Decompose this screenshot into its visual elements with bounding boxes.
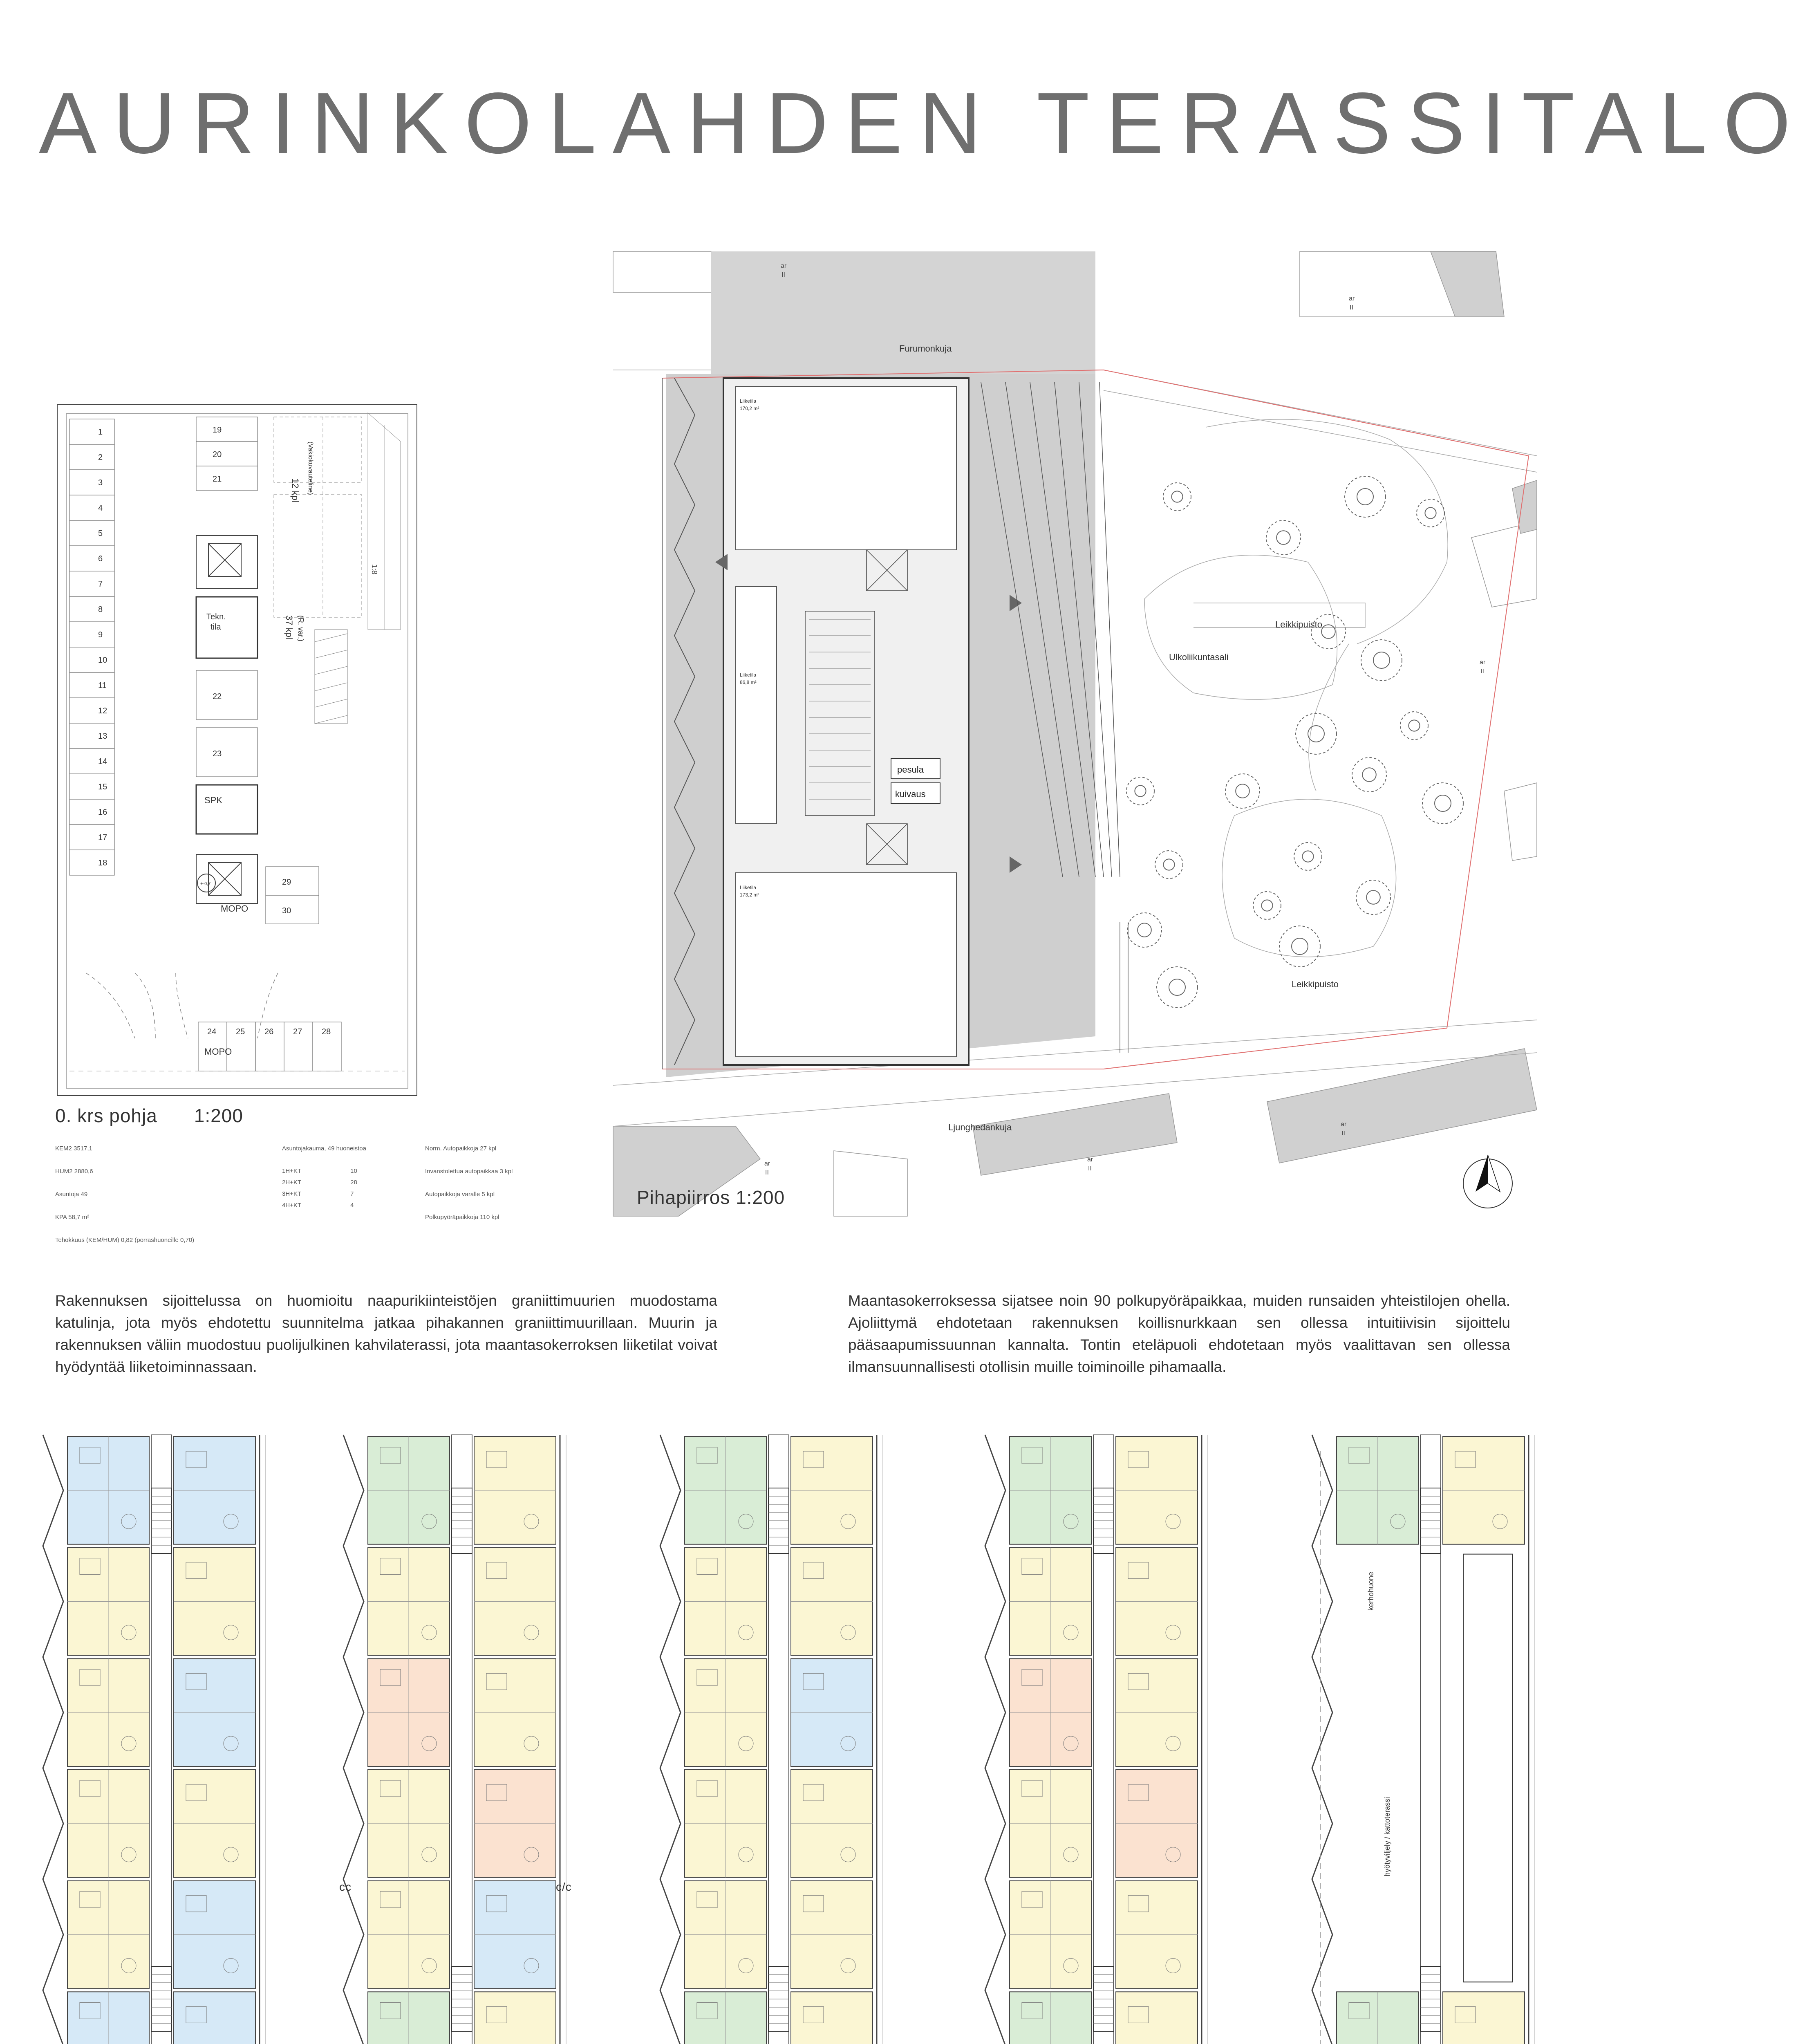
tila-label: tila: [210, 623, 221, 632]
tree-icon: [1356, 880, 1391, 914]
parking-spot: [266, 895, 319, 924]
tree-trunk: [1292, 938, 1308, 955]
leikkipuisto-2-label: Leikkipuisto: [1292, 979, 1339, 989]
ii-label-4: II: [1341, 1130, 1345, 1137]
parking-spot-number: 4: [98, 504, 103, 513]
parking-spot-number: 23: [213, 749, 222, 758]
bike-count-1: 12 kpl: [290, 478, 300, 502]
spk-label: SPK: [204, 795, 223, 805]
tree-trunk: [1435, 795, 1451, 811]
bike-type-2: (R. var.): [297, 615, 305, 642]
parking-spot-number: 12: [98, 706, 107, 715]
street-north-label: Furumonkuja: [899, 343, 952, 354]
parking-spot-number: 9: [98, 630, 103, 639]
parking-spot-number: 3: [98, 478, 103, 487]
stat-type-4: 4H+KT: [282, 1202, 302, 1209]
parking-spot-number: 25: [236, 1027, 245, 1036]
parking-spot-number: 20: [213, 450, 222, 459]
parking-spot-number: 16: [98, 808, 107, 817]
tree-trunk: [1408, 720, 1420, 731]
stat-kpa: KPA 58,7 m²: [55, 1214, 90, 1221]
tree-icon: [1400, 712, 1428, 740]
stat-count-1: 10: [350, 1168, 357, 1174]
stat-count-3: 7: [350, 1190, 354, 1197]
tree-icon: [1253, 892, 1281, 919]
description-right: Maantasokerroksessa sijatsee noin 90 polkupyöräpaikkaa, muiden runsaiden yhteistilojen ohella. Ajoliittymä ehdotetaan rakennuksen koillisnurkkaan sen ollessa intuitiivisin sijoittelu pääsaapumissuunnan kannalta. Tontin eteläpuoli ehdotetaan myös vaalittavan sen ollessa ilmansuunnallisesti otollisin muille toiminoille pihamaalla.: [848, 1292, 1510, 1375]
tree-icon: [1225, 774, 1260, 808]
bike-type-1: (Vakiokuvauteline): [307, 442, 314, 495]
parking-spot-number: 10: [98, 656, 107, 665]
floor-plan-5: [981, 1427, 1234, 2044]
liiketila-3-area: 173,2 m²: [740, 892, 759, 898]
tree-trunk: [1137, 923, 1151, 937]
parking-spot: [69, 444, 114, 470]
stat-count-4: 4: [350, 1202, 354, 1209]
tree-icon: [1294, 843, 1322, 870]
section-mark-bb: c/c: [556, 1880, 572, 1893]
parking-spot-number: 11: [98, 681, 107, 690]
pesula-label: pesula: [897, 764, 924, 775]
tree-trunk: [1366, 890, 1380, 904]
stat-varalle: Autopaikkoja varalle 5 kpl: [425, 1191, 495, 1198]
ar-label-1: ar: [781, 262, 787, 269]
stat-polkupyora: Polkupyöräpaikkoja 110 kpl: [425, 1214, 499, 1221]
parking-spot-number: 19: [213, 426, 222, 435]
parking-spot-number: 5: [98, 529, 103, 538]
ii-label-5: II: [1088, 1165, 1092, 1172]
tree-trunk: [1261, 900, 1272, 911]
parking-spot: [69, 749, 114, 774]
tree-icon: [1417, 499, 1444, 527]
basement-plan: [53, 401, 421, 1096]
parking-spot-number: 17: [98, 833, 107, 842]
parking-spot: [196, 417, 258, 442]
kuivaus-label: kuivaus: [895, 789, 926, 799]
ar-label-3: ar: [1480, 659, 1486, 666]
site-plan-caption: [637, 1186, 785, 1208]
parking-spot-number: 26: [264, 1027, 274, 1036]
parking-spot-number: 30: [282, 906, 291, 915]
site-plan-caption-title: Pihapiirros: [637, 1187, 730, 1208]
parking-spot: [69, 622, 114, 647]
facade-outline: [1312, 1435, 1332, 2044]
parking-spot: [69, 774, 114, 799]
tree-icon: [1127, 913, 1162, 947]
stat-asuntoja: Asuntoja 49: [55, 1191, 88, 1198]
ar-label-6: ar: [764, 1160, 770, 1167]
parking-spot: [69, 495, 114, 520]
parking-spot: [69, 470, 114, 495]
tree-icon: [1155, 851, 1183, 879]
mopo-label-1: MOPO: [221, 903, 249, 914]
key-figures: [55, 1145, 587, 1259]
floor-plan-4: [656, 1427, 909, 2044]
parking-spot: [69, 799, 114, 825]
tree-trunk: [1135, 785, 1146, 796]
parking-spot-number: 13: [98, 732, 107, 741]
tree-icon: [1163, 483, 1191, 511]
parking-spot-number: 24: [207, 1027, 217, 1036]
mopo-label-2: MOPO: [204, 1047, 232, 1057]
parking-spot-number: 21: [213, 475, 222, 484]
tree-trunk: [1276, 531, 1290, 545]
tree-icon: [1126, 777, 1154, 805]
parking-spot: [196, 670, 258, 719]
parking-spot: [69, 698, 114, 723]
site-plan-drawing: [613, 251, 1537, 1216]
tree-icon: [1361, 640, 1402, 681]
stat-count-2: 28: [350, 1179, 357, 1186]
tree-trunk: [1362, 768, 1376, 782]
stair-icon: [196, 536, 258, 589]
stat-type-3: 3H+KT: [282, 1190, 302, 1197]
tree-trunk: [1321, 625, 1335, 639]
tree-trunk: [1357, 489, 1373, 505]
site-plan-caption-scale: 1:200: [736, 1187, 785, 1208]
tree-icon: [1422, 783, 1463, 824]
roof-terrace: [1463, 1554, 1512, 1982]
parking-spot: [69, 850, 114, 875]
floor-plan-3: [339, 1427, 593, 2044]
parking-spot-number: 2: [98, 453, 103, 462]
facade-outline: [660, 1435, 681, 2044]
liiketila-2-label: Liiketila: [740, 672, 757, 678]
tree-icon: [1296, 713, 1337, 754]
facade-outline: [343, 1435, 364, 2044]
parking-spot: [196, 466, 258, 491]
parking-spot-number: 14: [98, 757, 107, 766]
parking-spot-number: 18: [98, 858, 107, 867]
ar-label-2: ar: [1349, 295, 1355, 302]
liiketila-3-label: Liiketila: [740, 885, 757, 890]
floor-plan-2: [39, 1427, 292, 2044]
ii-label-3: II: [1480, 668, 1484, 675]
ii-label-6: II: [765, 1169, 769, 1176]
parking-spot-number: 6: [98, 554, 103, 563]
ramp-slope: 1:8: [370, 564, 378, 575]
tree-icon: [1266, 520, 1301, 555]
parking-spot: [69, 571, 114, 596]
tree-icon: [1352, 758, 1386, 792]
stat-tehokkuus: Tehokkuus (KEM/HUM) 0,82 (porrashuoneille 0,70): [55, 1237, 195, 1244]
parking-spot: [69, 825, 114, 850]
tree-icon: [1279, 926, 1320, 967]
stat-kem2: KEM2 3517,1: [55, 1145, 92, 1152]
basement-plan-drawing: [53, 401, 421, 1096]
description-left: Rakennuksen sijoittelussa on huomioitu naapurikiinteistöjen graniittimuurien muodostama katulinja, jota myös ehdotettu suunnitelma jatkaa pihakannen graniittimuurillaan. Muurin ja rakennuksen väliin muodostuu puolijulkinen kahvilaterassi, jota maantasokerroksen liiketilat voivat hyödyntää liiketoiminnassaan.: [55, 1292, 717, 1375]
tree-trunk: [1171, 491, 1182, 502]
liiketila-1-area: 170,2 m²: [740, 406, 759, 411]
parking-spot: [69, 596, 114, 622]
parking-spot-number: 28: [322, 1027, 331, 1036]
parking-spot: [69, 520, 114, 546]
basement-caption: [55, 1105, 243, 1127]
elevator-icon: [196, 854, 258, 903]
stat-type-1: 1H+KT: [282, 1168, 302, 1174]
tree-trunk: [1163, 859, 1174, 870]
tree-trunk: [1169, 979, 1185, 995]
tekn-label: Tekn.: [206, 612, 226, 621]
ii-label-1: II: [781, 271, 785, 278]
bike-count-2: 37 kpl: [284, 615, 294, 639]
floor-plan-6-drawing: [1308, 1427, 1561, 2044]
stat-inva: Invanstolettua autopaikkaa 3 kpl: [425, 1168, 513, 1175]
parking-spot: [266, 867, 319, 895]
stat-hum2: HUM2 2880,6: [55, 1168, 93, 1175]
tree-trunk: [1425, 507, 1436, 518]
site-plan: [613, 251, 1537, 1216]
tree-icon: [1157, 967, 1198, 1008]
basement-caption-scale: 1:200: [194, 1105, 243, 1126]
leikkipuisto-1-label: Leikkipuisto: [1275, 619, 1322, 630]
floor-plan-3-drawing: [339, 1427, 593, 2044]
ulkoliikunta-label: Ulkoliikuntasali: [1169, 652, 1229, 662]
ar-label-5: ar: [1087, 1156, 1093, 1163]
floor-plan-2-drawing: [39, 1427, 292, 2044]
tree-trunk: [1236, 784, 1249, 798]
floor-plan-6: [1308, 1427, 1561, 2044]
parking-spot-number: 7: [98, 580, 103, 589]
section-mark-cc: cc: [339, 1880, 352, 1893]
north-arrow-icon: [1463, 1155, 1512, 1208]
ar-label-4: ar: [1341, 1121, 1347, 1128]
parking-spot: [196, 442, 258, 466]
facade-outline: [43, 1435, 63, 2044]
tree-icon: [1345, 476, 1386, 517]
viherkatto-label: hyötyviljely / kattoterassi: [1383, 1797, 1391, 1876]
parking-spot-number: 15: [98, 782, 107, 791]
street-south-label: Ljunghedankuja: [948, 1122, 1012, 1132]
liiketila-2-area: 86,8 m²: [740, 679, 757, 685]
page-title: AURINKOLAHDEN TERASSITALO: [39, 74, 1807, 171]
tree-icon: [1126, 476, 1463, 1008]
floor-plan-5-drawing: [981, 1427, 1234, 2044]
stat-autopaikat: Norm. Autopaikkoja 27 kpl: [425, 1145, 497, 1152]
parking-spot-number: 29: [282, 878, 291, 887]
level-mark-1: +-0,7: [200, 881, 211, 886]
parking-spot: [196, 728, 258, 777]
kerhohuone-label: kerhohuone: [1367, 1571, 1375, 1611]
basement-caption-title: 0. krs pohja: [55, 1105, 157, 1126]
parking-spot: [69, 546, 114, 571]
tree-trunk: [1302, 851, 1313, 862]
facade-outline: [985, 1435, 1005, 2044]
parking-spot-number: 27: [293, 1027, 302, 1036]
parking-spot-number: 8: [98, 605, 103, 614]
floor-plan-4-drawing: [656, 1427, 909, 2044]
ii-label-2: II: [1350, 304, 1353, 311]
stat-jakauma-title: Asuntojakauma, 49 huoneistoa: [282, 1145, 366, 1152]
stat-type-2: 2H+KT: [282, 1179, 302, 1186]
parking-spot-number: 1: [98, 428, 103, 437]
liiketila-1-label: Liiketila: [740, 398, 757, 404]
tree-trunk: [1373, 652, 1390, 668]
parking-spot: [69, 647, 114, 672]
parking-spot: [69, 723, 114, 749]
parking-spot: [69, 672, 114, 698]
parking-spot: [69, 419, 114, 444]
parking-spot-number: 22: [213, 692, 222, 701]
